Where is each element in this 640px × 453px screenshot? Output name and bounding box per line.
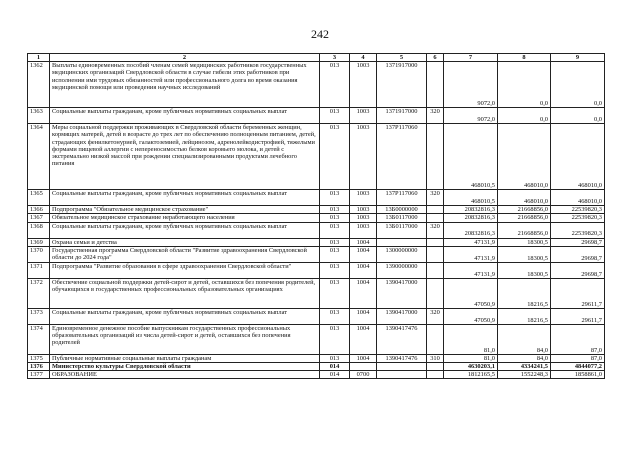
section-code: 1004	[350, 246, 377, 262]
amount-year-1: 47050,9	[444, 278, 498, 308]
table-row	[28, 363, 605, 371]
amount-year-3: 0,0	[551, 108, 605, 124]
amount-year-3: 29698,7	[551, 246, 605, 262]
row-name: Социальные выплаты гражданам, кроме публичных нормативных социальных выплат	[50, 108, 320, 124]
column-header: 9	[551, 54, 605, 62]
expense-type-code	[427, 324, 444, 354]
amount-year-2: 18300,5	[498, 238, 551, 246]
row-name: Социальные выплаты гражданам, кроме публичных нормативных социальных выплат	[50, 190, 320, 206]
column-header: 3	[320, 54, 350, 62]
amount-year-3: 29698,7	[551, 238, 605, 246]
ministry-code: 013	[320, 278, 350, 308]
amount-year-3: 29698,7	[551, 262, 605, 278]
ministry-code: 013	[320, 62, 350, 108]
section-code: 1003	[350, 206, 377, 214]
amount-year-3: 468010,0	[551, 190, 605, 206]
row-number: 1366	[28, 206, 50, 214]
expense-type-code	[427, 214, 444, 222]
expense-type-code	[427, 246, 444, 262]
target-article-code: 1371917000	[377, 62, 427, 108]
target-article-code: 1390417000	[377, 308, 427, 324]
expense-type-code	[427, 363, 444, 371]
target-article-code: 1300000000	[377, 246, 427, 262]
amount-year-3: 4844077,2	[551, 363, 605, 371]
amount-year-3: 22539820,3	[551, 206, 605, 214]
ministry-code: 013	[320, 308, 350, 324]
row-number: 1368	[28, 222, 50, 238]
row-number: 1369	[28, 238, 50, 246]
amount-year-2: 21668856,0	[498, 206, 551, 214]
amount-year-2: 1552248,3	[498, 371, 551, 379]
section-code: 1004	[350, 278, 377, 308]
amount-year-2: 0,0	[498, 62, 551, 108]
row-number: 1370	[28, 246, 50, 262]
ministry-code: 014	[320, 371, 350, 379]
ministry-code: 014	[320, 363, 350, 371]
ministry-code: 013	[320, 262, 350, 278]
amount-year-3: 0,0	[551, 62, 605, 108]
amount-year-1: 9072,0	[444, 62, 498, 108]
target-article-code: 137P117060	[377, 190, 427, 206]
target-article-code: 1390417000	[377, 278, 427, 308]
table-row	[28, 108, 605, 124]
table-row	[28, 214, 605, 222]
target-article-code: 1390000000	[377, 262, 427, 278]
section-code: 1003	[350, 222, 377, 238]
amount-year-1: 47131,9	[444, 238, 498, 246]
column-header: 6	[427, 54, 444, 62]
ministry-code: 013	[320, 222, 350, 238]
section-code: 1003	[350, 124, 377, 190]
amount-year-1: 1812165,5	[444, 371, 498, 379]
amount-year-1: 20832816,3	[444, 222, 498, 238]
expense-type-code: 320	[427, 108, 444, 124]
amount-year-2: 468010,0	[498, 190, 551, 206]
column-header: 2	[50, 54, 320, 62]
row-name: ОБРАЗОВАНИЕ	[50, 371, 320, 379]
expense-type-code	[427, 206, 444, 214]
row-name: Социальные выплаты гражданам, кроме публичных нормативных социальных выплат	[50, 308, 320, 324]
target-article-code	[377, 238, 427, 246]
expense-type-code: 310	[427, 354, 444, 362]
amount-year-1: 20832816,3	[444, 206, 498, 214]
amount-year-2: 0,0	[498, 108, 551, 124]
row-name: Обязательное медицинское страхование неработающего населения	[50, 214, 320, 222]
amount-year-1: 47131,9	[444, 262, 498, 278]
section-code: 1004	[350, 354, 377, 362]
expense-type-code: 320	[427, 222, 444, 238]
section-code: 0700	[350, 371, 377, 379]
ministry-code: 013	[320, 324, 350, 354]
row-number: 1365	[28, 190, 50, 206]
target-article-code: 137P117060	[377, 124, 427, 190]
section-code: 1004	[350, 238, 377, 246]
amount-year-3: 1858861,0	[551, 371, 605, 379]
row-name: Подпрограмма "Развитие образования в сфере здравоохранения Свердловской области"	[50, 262, 320, 278]
row-number: 1364	[28, 124, 50, 190]
expense-type-code	[427, 62, 444, 108]
page-number: 242	[311, 27, 329, 41]
amount-year-2: 18216,5	[498, 308, 551, 324]
ministry-code: 013	[320, 246, 350, 262]
row-number: 1372	[28, 278, 50, 308]
column-header: 4	[350, 54, 377, 62]
target-article-code: 13Б0000000	[377, 206, 427, 214]
table-row	[28, 62, 605, 108]
amount-year-2: 468010,0	[498, 124, 551, 190]
row-number: 1363	[28, 108, 50, 124]
amount-year-1: 20832816,3	[444, 214, 498, 222]
amount-year-3: 87,0	[551, 324, 605, 354]
table-row	[28, 308, 605, 324]
column-header: 5	[377, 54, 427, 62]
ministry-code: 013	[320, 206, 350, 214]
table-row	[28, 124, 605, 190]
amount-year-1: 9072,0	[444, 108, 498, 124]
row-number: 1374	[28, 324, 50, 354]
amount-year-2: 4334241,5	[498, 363, 551, 371]
row-name: Обеспечение социальной поддержки детей-сирот и детей, оставшихся без попечения родителей, обучающихся в государственных профессиональных образовательных организациях	[50, 278, 320, 308]
expense-type-code: 320	[427, 308, 444, 324]
amount-year-2: 18300,5	[498, 262, 551, 278]
row-name: Выплаты единовременных пособий членам семей медицинских работников государственных медицинских организаций Свердловской области в случае гибели этих работников при исполнении ими трудовых обязанностей или профессионального долга во время оказания медицинской помощи или проведения научных исследований	[50, 62, 320, 108]
row-name: Государственная программа Свердловской области "Развитие здравоохранения Свердловской области до 2024 года"	[50, 246, 320, 262]
row-name: Подпрограмма "Обязательное медицинское страхование"	[50, 206, 320, 214]
target-article-code: 1390417476	[377, 324, 427, 354]
ministry-code: 013	[320, 354, 350, 362]
expense-type-code	[427, 124, 444, 190]
row-name: Министерство культуры Свердловской области	[50, 363, 320, 371]
table-row	[28, 190, 605, 206]
table-row	[28, 354, 605, 362]
section-code: 1004	[350, 308, 377, 324]
table-row	[28, 278, 605, 308]
ministry-code: 013	[320, 124, 350, 190]
target-article-code	[377, 371, 427, 379]
table-header-row	[28, 54, 605, 62]
table-row	[28, 371, 605, 379]
target-article-code: 13Б0117000	[377, 222, 427, 238]
expense-type-code	[427, 262, 444, 278]
table-row	[28, 206, 605, 214]
section-code: 1003	[350, 214, 377, 222]
expense-type-code	[427, 371, 444, 379]
amount-year-2: 84,0	[498, 324, 551, 354]
amount-year-2: 21668856,0	[498, 222, 551, 238]
table-row	[28, 262, 605, 278]
table-row	[28, 324, 605, 354]
row-number: 1362	[28, 62, 50, 108]
column-header: 7	[444, 54, 498, 62]
section-code: 1003	[350, 62, 377, 108]
amount-year-2: 18216,5	[498, 278, 551, 308]
amount-year-3: 29611,7	[551, 308, 605, 324]
amount-year-1: 81,0	[444, 324, 498, 354]
section-code	[350, 363, 377, 371]
amount-year-1: 468010,5	[444, 190, 498, 206]
amount-year-3: 87,0	[551, 354, 605, 362]
expense-type-code	[427, 238, 444, 246]
amount-year-1: 81,0	[444, 354, 498, 362]
section-code: 1004	[350, 324, 377, 354]
ministry-code: 013	[320, 214, 350, 222]
ministry-code: 013	[320, 108, 350, 124]
amount-year-1: 47131,9	[444, 246, 498, 262]
row-number: 1375	[28, 354, 50, 362]
column-header: 8	[498, 54, 551, 62]
section-code: 1003	[350, 108, 377, 124]
amount-year-1: 468010,5	[444, 124, 498, 190]
ministry-code: 013	[320, 190, 350, 206]
target-article-code: 13Б0117000	[377, 214, 427, 222]
amount-year-3: 29611,7	[551, 278, 605, 308]
section-code: 1004	[350, 262, 377, 278]
row-name: Меры социальной поддержки проживающих в Свердловской области беременных женщин, кормящих матерей, детей в возрасте до трех лет по обеспечению полноценным питанием, детей, страдающих фенилкетонурией, галактоземией, лейцинозом, адренолейкодистрофией, тяжелыми формами пищевой аллергии с непереносимостью белков коровьего молока, и детей с экстремально низкой массой при рождении специализированными продуктами лечебного питания	[50, 124, 320, 190]
table-row	[28, 238, 605, 246]
row-number: 1371	[28, 262, 50, 278]
row-name: Социальные выплаты гражданам, кроме публичных нормативных социальных выплат	[50, 222, 320, 238]
row-name: Охрана семьи и детства	[50, 238, 320, 246]
amount-year-1: 4630203,1	[444, 363, 498, 371]
section-code: 1003	[350, 190, 377, 206]
column-header: 1	[28, 54, 50, 62]
ministry-code: 013	[320, 238, 350, 246]
expense-type-code	[427, 278, 444, 308]
row-number: 1373	[28, 308, 50, 324]
table-row	[28, 246, 605, 262]
amount-year-2: 18300,5	[498, 246, 551, 262]
amount-year-3: 22539820,3	[551, 222, 605, 238]
amount-year-3: 22539820,3	[551, 214, 605, 222]
row-number: 1367	[28, 214, 50, 222]
amount-year-2: 84,0	[498, 354, 551, 362]
target-article-code: 1390417476	[377, 354, 427, 362]
table-row	[28, 222, 605, 238]
row-name: Публичные нормативные социальные выплаты гражданам	[50, 354, 320, 362]
row-number: 1377	[28, 371, 50, 379]
row-number: 1376	[28, 363, 50, 371]
budget-table	[27, 53, 605, 379]
target-article-code	[377, 363, 427, 371]
expense-type-code: 320	[427, 190, 444, 206]
amount-year-1: 47050,9	[444, 308, 498, 324]
row-name: Единовременное денежное пособие выпускникам государственных профессиональных образовательных организаций из числа детей-сирот и детей, оставшихся без попечения родителей	[50, 324, 320, 354]
amount-year-3: 468010,0	[551, 124, 605, 190]
target-article-code: 1371917000	[377, 108, 427, 124]
amount-year-2: 21668856,0	[498, 214, 551, 222]
